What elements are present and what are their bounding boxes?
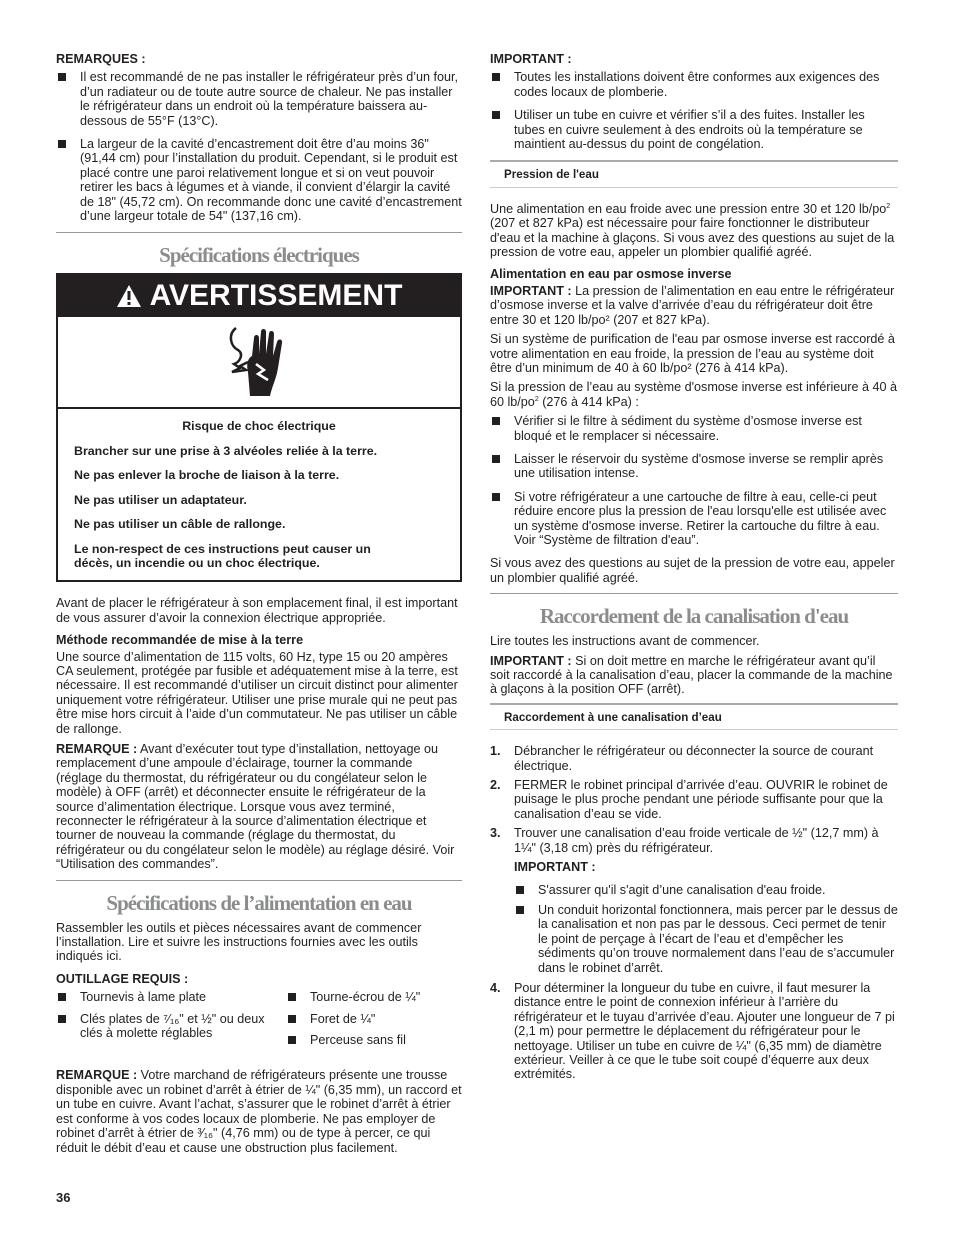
- ro-paragraph: Si vous avez des questions au sujet de la pression de votre eau, appeler un plombier qualifié agréé.: [490, 556, 895, 585]
- warning-title: AVERTISSEMENT: [149, 279, 403, 313]
- divider: [490, 593, 898, 594]
- subsection-bar-connection: Raccordement à une canalisation d’eau: [490, 703, 898, 730]
- tools-label: OUTILLAGE REQUIS :: [56, 971, 189, 986]
- list-item: Toutes les installations doivent être conformes aux exigences des codes locaux de plomberie.: [490, 70, 898, 99]
- section-title-water: Spécifications de l’alimentation en eau: [106, 890, 412, 915]
- list-item: Si votre réfrigérateur a une cartouche de filtre à eau, celle-ci peut réduire encore plus la pression de l'eau lorsqu'elle est utilisée avec un système d'osmose inverse. Retirer la cartouche du filtre à eau. Voir “Système de filtration d'eau”.: [490, 490, 898, 548]
- divider: [56, 232, 462, 233]
- list-item: Tournevis à lame plate: [56, 990, 286, 1004]
- connection-important: IMPORTANT : Si on doit mettre en marche le réfrigérateur avant qu’il soit raccordé à la canalisation d’eau, placer la commande de la machine à glaçons à la position OFF (arrêt).: [490, 653, 893, 697]
- remarque-paragraph: [56, 742, 462, 872]
- grounding-text: Une source d’alimentation de 115 volts, 60 Hz, type 15 ou 20 ampères CA seulement, protégée par fusible et adéquatement mise à la terre, est nécessaire. Il est recommandé d’utiliser un circuit distinct pour alimenter uniquement votre réfrigérateur. Utiliser une prise murale qui ne peut pas être mise hors circuit à l’aide d’un commutateur. Ne pas utiliser un câble de rallonge.: [56, 649, 458, 736]
- ro-paragraph: Si la pression de l’eau au système d'osmose inverse est inférieure à 40 à 60 $lb/po^2$ (276 à 414 kPa) :: [490, 380, 898, 409]
- warning-line: Ne pas utiliser un câble de rallonge.: [74, 517, 286, 532]
- step-item: 1. Débrancher le réfrigérateur ou déconnecter la source de courant électrique.: [490, 744, 874, 773]
- list-item: Clés plates de ⁷⁄₁₆" et ½" ou deux clés à molette réglables: [56, 1012, 286, 1041]
- warning-line: Ne pas enlever la broche de liaison à la terre.: [74, 468, 340, 483]
- ro-label: Alimentation en eau par osmose inverse: [490, 267, 732, 282]
- step-item: 4. Pour déterminer la longueur du tube en cuivre, il faut mesurer la distance entre le point de connexion inférieur à l’arrière du réfrigérateur et le tuyau d’arrivée d’eau. Ajouter une longueur de 7 pi (2,1 m) pour permettre le déplacement du réfrigérateur pour le nettoyage. Utiliser un tube en cuivre de ¼" (6,35 mm) de diamètre extérieur. Veiller à ce que le tube soit coupé d’équerre aux deux extrémités.: [490, 980, 895, 1082]
- remarques-list: [56, 70, 462, 223]
- warning-box: [56, 273, 462, 582]
- warning-triangle-icon: [116, 284, 142, 308]
- warning-risk: Risque de choc électrique: [182, 419, 336, 434]
- pressure-text: Une alimentation en eau froide avec une pression entre 30 et 120 $lb/po^2$ (207 et 827 kPa) est nécessaire pour faire fonctionner le distributeur d'eau et la machine à glaçons. Si vous avez des questions au sujet de la pression de votre eau, appeler un plombier qualifié agréé.: [490, 201, 895, 260]
- remarque2-label: REMARQUE :: [56, 1068, 138, 1083]
- ro-list: [490, 414, 898, 547]
- left-column: [56, 52, 462, 1160]
- ro-important: IMPORTANT : La pression de l’alimentation en eau entre le réfrigérateur d’osmose inverse et la valve d’arrivée d’eau du réfrigérateur doit être entre 30 et 120 lb/po² (207 et 827 kPa).: [490, 283, 895, 327]
- list-item: Foret de ¼": [286, 1012, 462, 1026]
- list-item: Tourne-écrou de ¼": [286, 990, 462, 1004]
- list-item: Perceuse sans fil: [286, 1033, 462, 1047]
- remarque2-text: Votre marchand de réfrigérateurs présente une trousse disponible avec un robinet d’arrêt à étrier de ¼" (6,35 mm), un raccord et un tube en cuivre. Avant l’achat, s’assurer que le robinet d’arrêt à étrier est conforme à vos codes locaux de plomberie. Ne pas employer de robinet d’arrêt à étrier de ³⁄₁₆" (4,76 mm) ou de type à percer, ce qui réduit le débit d’eau et cause une obstruction plus facilement.: [56, 1068, 462, 1155]
- connection-intro: Lire toutes les instructions avant de commencer.: [490, 634, 760, 649]
- list-item: Vérifier si le filtre à sédiment du système d’osmose inverse est bloqué et le remplacer si nécessaire.: [490, 414, 898, 443]
- step3-list: [514, 883, 898, 974]
- electrical-intro: Avant de placer le réfrigérateur à son emplacement final, il est important de vous assurer d’avoir la connexion électrique appropriée.: [56, 596, 458, 625]
- warning-line: Ne pas utiliser un adaptateur.: [74, 492, 247, 507]
- important-label: IMPORTANT :: [490, 52, 572, 66]
- tools-list: [56, 990, 462, 1062]
- list-item: Laisser le réservoir du système d'osmose inverse se remplir après une utilisation intense.: [490, 452, 898, 481]
- section-title-electrical: Spécifications électriques: [159, 243, 359, 268]
- divider: [56, 880, 462, 881]
- right-column: [490, 52, 898, 1087]
- remarque2-paragraph: [56, 1068, 462, 1154]
- page-number: 36: [56, 1190, 71, 1205]
- list-item: La largeur de la cavité d’encastrement doit être d’au moins 36" (91,44 cm) pour l’installation du produit. Cependant, si le produit est placé contre une paroi relativement longue et si on veut pouvoir retirer les bacs à légumes et à viande, il convient d’élargir la cavité de 18" (45,72 cm). On recommande donc une cavité d’encastrement d’une largeur totale de 54" (137,16 cm).: [56, 137, 462, 223]
- section-title-connection: Raccordement de la canalisation d'eau: [539, 604, 849, 629]
- list-item: Un conduit horizontal fonctionnera, mais percer par le dessus de la canalisation et non pas par le dessous. Ceci permet de tenir le point de perçage à l’écart de l’eau et d’empêcher les sédiments qu’on trouve normalement dans l’eau de s’accumuler dans le robinet d’arrêt.: [514, 903, 898, 975]
- list-item: S'assurer qu'il s'agit d’une canalisation d'eau froide.: [514, 883, 898, 897]
- water-intro: Rassembler les outils et pièces nécessaires avant de commencer l’installation. Lire et suivre les instructions fournies avec les outils indiqués ici.: [56, 920, 422, 964]
- ro-paragraph: Si un système de purification de l'eau par osmose inverse est raccordé à votre alimentation en eau froide, la pression de l’eau au système doit être d’un minimum de 40 à 60 lb/po² (276 à 414 kPa).: [490, 332, 895, 375]
- warning-line: Brancher sur une prise à 3 alvéoles reliée à la terre.: [74, 443, 378, 458]
- important-list: [490, 70, 898, 151]
- list-item: Il est recommandé de ne pas installer le réfrigérateur près d’un four, d’un radiateur ou de toute autre source de chaleur. Ne pas installer le réfrigérateur dans un endroit où la température baissera au-dessous de 55°F (13°C).: [56, 70, 462, 128]
- step-item: 2. FERMER le robinet principal d’arrivée d’eau. OUVRIR le robinet de puisage le plus proche pendant une période suffisante pour que la canalisation d’eau se vide.: [490, 778, 888, 821]
- remarques-label: REMARQUES :: [56, 52, 146, 66]
- warning-line: Le non-respect de ces instructions peut causer un décès, un incendie ou un choc électrique.: [74, 541, 371, 570]
- warning-header: [58, 275, 460, 317]
- remarque-text: Avant d’exécuter tout type d’installation, nettoyage ou remplacement d’une ampoule d’éclairage, tourner la commande (réglage du thermostat, du réfrigérateur ou du congélateur selon le modèle) à OFF (arrêt) et déconnecter ensuite le réfrigérateur de la source d’alimentation électrique. Lorsque vous avez terminé, reconnecter le réfrigérateur à la source d’alimentation électrique et tourner de nouveau la commande (réglage du thermostat, du réfrigérateur ou du congélateur selon le modèle) au réglage désiré. Voir “Utilisation des commandes”.: [56, 741, 455, 872]
- electric-shock-hand-icon: [226, 324, 292, 400]
- subsection-bar-pressure: Pression de l'eau: [490, 160, 898, 187]
- remarque-label: REMARQUE :: [56, 741, 138, 756]
- list-item: Utiliser un tube en cuivre et vérifier s’il a des fuites. Installer les tubes en cuivre seulement à des endroits où la température se maintient au-dessus du point de congélation.: [490, 108, 898, 151]
- steps-list: [490, 744, 898, 1082]
- step-item: 3. Trouver une canalisation d’eau froide verticale de ½" (12,7 mm) à 1¼" (3,18 cm) près du réfrigérateur. IMPORTANT : S'assurer qu'il s'agit d’une canalisation d'eau froide. Un conduit horizontal fonctionnera, mais percer par le dessus de la canalisation et non pas par le dessous. Ceci permet de tenir le point de perçage à l’écart de l’eau et d’empêcher les sédiments qu’on trouve normalement dans l’eau de s’accumuler dans le robinet d’arrêt.: [490, 826, 898, 975]
- step3-important-label: IMPORTANT :: [514, 860, 596, 875]
- grounding-label: Méthode recommandée de mise à la terre: [56, 633, 304, 648]
